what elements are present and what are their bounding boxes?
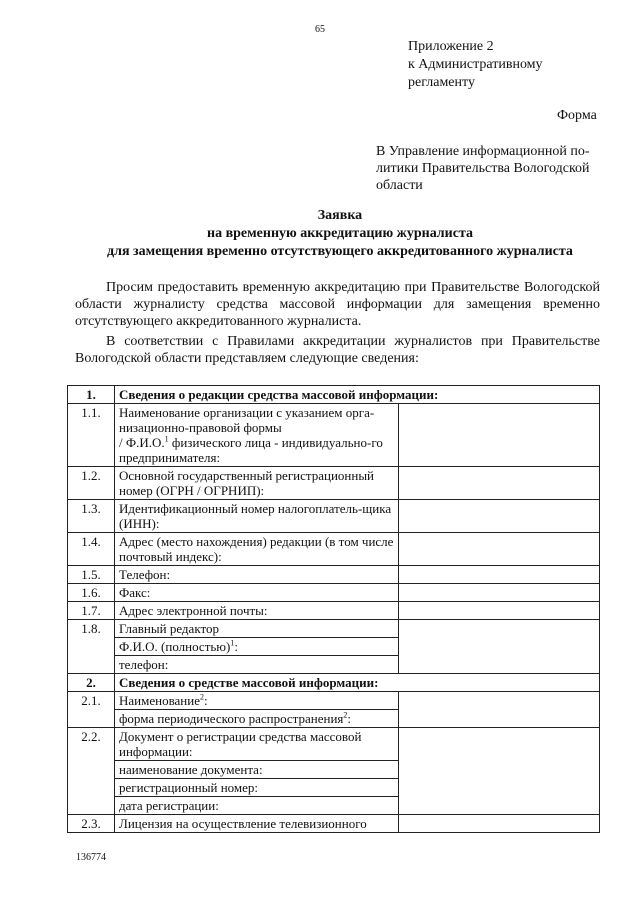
row-number: 2.2. — [68, 728, 115, 815]
table-row — [68, 533, 600, 566]
form-label: Форма — [557, 108, 597, 123]
row-number: 1.4. — [68, 533, 115, 566]
value-field-media-name[interactable] — [399, 692, 600, 728]
periodicity-label: форма периодического распространения — [119, 711, 344, 726]
table-row-section-2 — [68, 674, 600, 692]
appendix-line-2: к Административному — [408, 57, 543, 72]
row-number: 1.3. — [68, 500, 115, 533]
table-row — [68, 500, 600, 533]
footnote-mark: 1 — [230, 638, 235, 648]
appendix-note — [408, 38, 543, 92]
fio-label: / Ф.И.О. — [119, 435, 165, 450]
row-label: Лицензия на осуществление телевизионного — [115, 815, 399, 833]
value-field-editor[interactable] — [399, 620, 600, 674]
table-row — [68, 815, 600, 833]
table-row — [68, 404, 600, 467]
row-number: 1.6. — [68, 584, 115, 602]
media-name-label: Наименование — [119, 693, 200, 708]
application-form-table — [67, 385, 600, 833]
row-number: 2.1. — [68, 692, 115, 728]
row-label: Основной государственный регистрационный номер (ОГРН / ОГРНИП): — [115, 467, 399, 500]
value-field-phone[interactable] — [399, 566, 600, 584]
row-label: форма периодического распространения$^2$: — [115, 710, 399, 728]
table-row — [68, 620, 600, 638]
table-row — [68, 692, 600, 710]
footnote-mark: 2 — [343, 710, 348, 720]
row-number: 1.5. — [68, 566, 115, 584]
document-title — [40, 207, 640, 261]
row-label: Идентификационный номер налогоплатель-щика (ИНН): — [115, 500, 399, 533]
appendix-line-3: регламенту — [408, 75, 475, 90]
row-label: дата регистрации: — [115, 797, 399, 815]
row-number: 1.7. — [68, 602, 115, 620]
row-label: Наименование$^2$: — [115, 692, 399, 710]
row-label: регистрационный номер: — [115, 779, 399, 797]
table-row — [68, 728, 600, 761]
row-label: Факс: — [115, 584, 399, 602]
table-row — [68, 584, 600, 602]
info-paragraph: В соответствии с Правилами аккредитации журналистов при Правительстве Вологодской области представляем следующие сведения: — [75, 334, 600, 366]
row-label: Документ о регистрации средства массовой информации: — [115, 728, 399, 761]
org-name-label: Наименование организации с указанием орга-низационно-правовой формы — [119, 405, 375, 435]
row-label: Адрес электронной почты: — [115, 602, 399, 620]
value-field-license[interactable] — [399, 815, 600, 833]
section-title: Сведения о средстве массовой информации: — [115, 674, 600, 692]
row-label: Ф.И.О. (полностью)$^1$: — [115, 638, 399, 656]
title-line-1: Заявка — [317, 208, 363, 223]
row-label: Адрес (место нахождения) редакции (в том числе почтовый индекс): — [115, 533, 399, 566]
value-field-address[interactable] — [399, 533, 600, 566]
row-label — [115, 404, 399, 467]
value-field-org-name[interactable] — [399, 404, 600, 467]
value-field-registration[interactable] — [399, 728, 600, 815]
row-number: 1.8. — [68, 620, 115, 674]
row-label: Главный редактор — [115, 620, 399, 638]
row-label: Телефон: — [115, 566, 399, 584]
table-row — [68, 602, 600, 620]
row-number: 1.2. — [68, 467, 115, 500]
row-number: 2. — [68, 674, 115, 692]
value-field-email[interactable] — [399, 602, 600, 620]
table-row — [68, 467, 600, 500]
title-line-2: на временную аккредитацию журналиста — [207, 226, 473, 241]
value-field-inn[interactable] — [399, 500, 600, 533]
footnote-mark: 2 — [200, 692, 204, 702]
row-label: телефон: — [115, 656, 399, 674]
row-label: наименование документа: — [115, 761, 399, 779]
title-line-3: для замещения временно отсутствующего аккредитованного журналиста — [107, 244, 573, 259]
entrepreneur-label: физического лица - индивидуально-го предпринимателя: — [119, 435, 383, 465]
addressee: В Управление информационной по-литики Правительства Вологодской области — [376, 144, 590, 193]
row-number: 1. — [68, 386, 115, 404]
document-code: 136774 — [76, 852, 106, 863]
row-number: 1.1. — [68, 404, 115, 467]
editor-fio-label: Ф.И.О. (полностью) — [119, 639, 231, 654]
section-title: Сведения о редакции средства массовой информации: — [115, 386, 600, 404]
footnote-mark: 1 — [164, 434, 169, 444]
row-number: 2.3. — [68, 815, 115, 833]
table-row-section-1 — [68, 386, 600, 404]
value-field-ogrn[interactable] — [399, 467, 600, 500]
intro-paragraph: Просим предоставить временную аккредитацию при Правительстве Вологодской области журналисту средства массовой информации для замещения временно отсутствующего аккредитованного журналиста. — [75, 280, 600, 329]
table-row — [68, 566, 600, 584]
page-number: 65 — [315, 24, 325, 35]
value-field-fax[interactable] — [399, 584, 600, 602]
appendix-line-1: Приложение 2 — [408, 39, 494, 54]
